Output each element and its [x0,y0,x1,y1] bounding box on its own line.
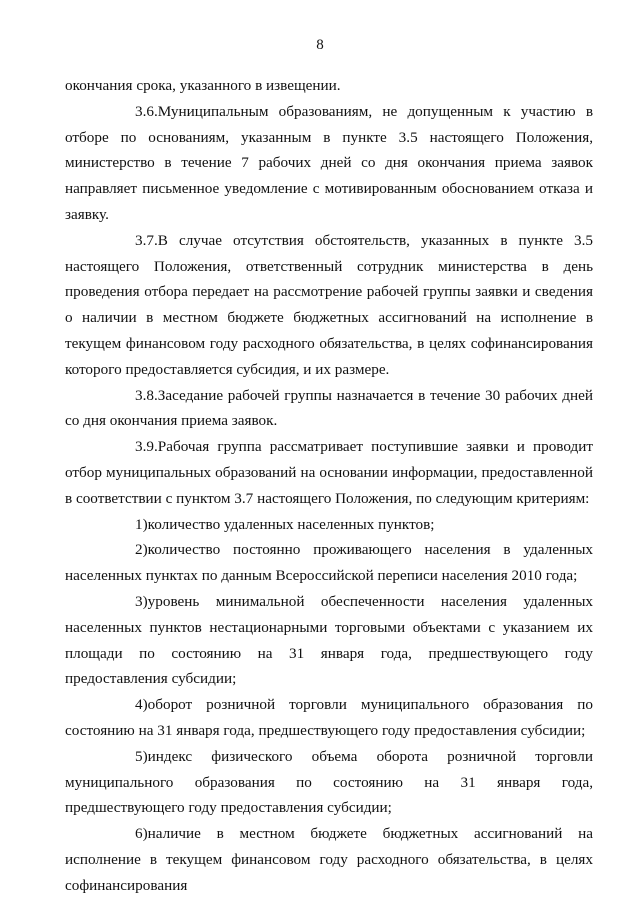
paragraph-number: 3.6. [135,102,158,120]
criterion-3 [65,589,593,692]
criterion-number: 4) [135,696,148,714]
paragraph-continuation [65,73,593,99]
criterion-text: количество постоянно проживающего населения в удаленных населенных пунктах по данным Всероссийской переписи населения 2010 года; [65,541,593,585]
paragraph-3-9 [65,434,593,511]
paragraph-text: В случае отсутствия обстоятельств, указанных в пункте 3.5 настоящего Положения, ответственный сотрудник министерства в день проведения отбора передает на рассмотрение рабочей группы заявки и сведения о наличии в местном бюджете бюджетных ассигнований на исполнение в текущем финансовом году расходного обязательства, в целях софинансирования которого предоставляется субсидия, и их размере. [65,231,593,378]
criterion-number: 1) [135,515,148,533]
criterion-text: оборот розничной торговли муниципального образования по состоянию на 31 января года, предшествующего году предоставления субсидии; [65,696,593,739]
criterion-text: количество удаленных населенных пунктов; [147,515,435,533]
paragraph-number: 3.7. [135,231,158,249]
criterion-number: 5) [135,747,148,765]
criterion-number: 2) [135,541,148,559]
paragraph-text: окончания срока, указанного в извещении. [65,77,341,94]
paragraph-number: 3.8. [135,386,158,404]
criterion-text: наличие в местном бюджете бюджетных ассигнований на исполнение в текущем финансовом году расходного обязательства, в целях софинансирования [65,825,593,894]
paragraph-text: Заседание рабочей группы назначается в течение 30 рабочих дней со дня окончания приема заявок. [65,386,593,430]
criterion-text: индекс физического объема оборота розничной торговли муниципального образования по состоянию на 31 января года, предшествующего году предоставления субсидии; [65,747,593,817]
page-number: 8 [316,37,324,53]
document-body [65,73,593,899]
criterion-4 [65,692,593,744]
criterion-number: 3) [135,592,148,610]
paragraph-text: Рабочая группа рассматривает поступившие заявки и проводит отбор муниципальных образований на основании информации, предоставленной в соответствии с пунктом 3.7 настоящего Положения, по следующим критериям: [65,438,593,507]
paragraph-3-7 [65,228,593,383]
paragraph-3-8 [65,383,593,435]
paragraph-3-6 [65,99,593,228]
criterion-5 [65,744,593,821]
criterion-6 [65,821,593,898]
criterion-2 [65,537,593,589]
criterion-number: 6) [135,825,148,843]
criterion-text: уровень минимальной обеспеченности населения удаленных населенных пунктов нестационарными торговыми объектами с указанием их площади по состоянию на 31 января года, предшествующего году предоставления субсидии; [65,592,593,688]
paragraph-number: 3.9. [135,438,158,456]
criterion-1 [65,512,593,538]
paragraph-text: Муниципальным образованиям, не допущенным к участию в отборе по основаниям, указанным в пункте 3.5 настоящего Положения, министерство в течение 7 рабочих дней со дня окончания приема заявок направляет письменное уведомление с мотивированным обоснованием отказа и заявку. [65,102,593,223]
